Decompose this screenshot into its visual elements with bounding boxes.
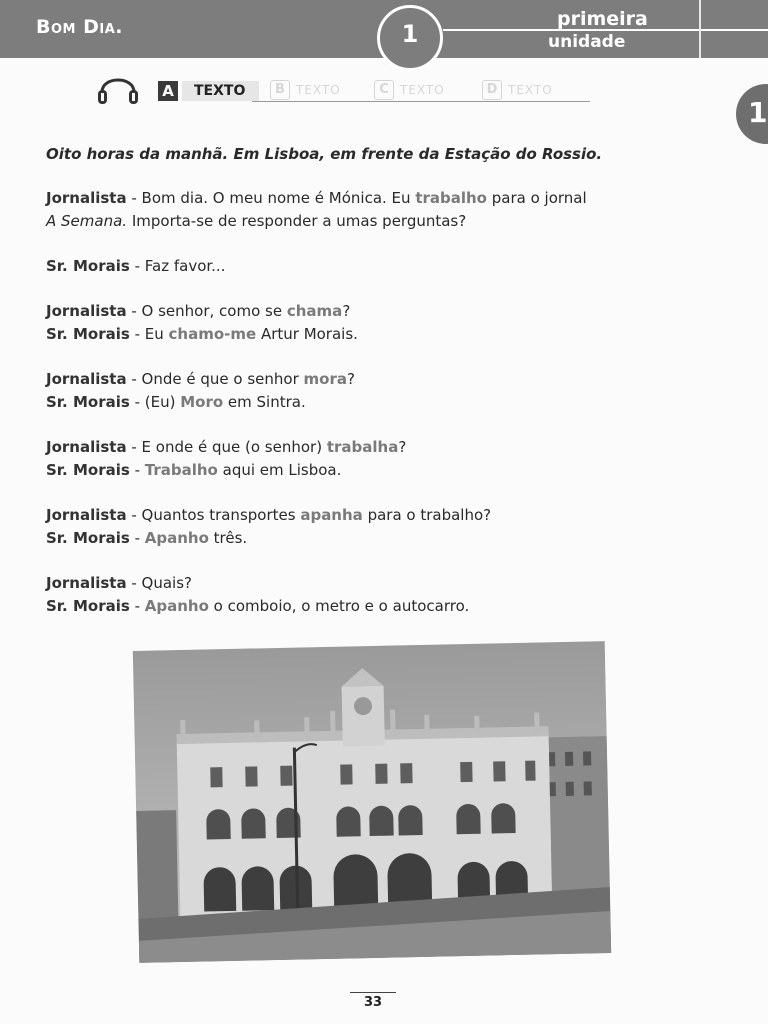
dialogue-line xyxy=(46,323,686,346)
line-text: - Quantos transportes xyxy=(126,506,301,524)
speaker: Sr. Morais xyxy=(46,597,130,615)
dialogue-line xyxy=(46,210,686,233)
line-text: o comboio, o metro e o autocarro. xyxy=(208,597,470,615)
tab-d-letter: D xyxy=(482,80,502,100)
highlighted-verb: trabalho xyxy=(415,189,487,207)
highlighted-verb: chama xyxy=(286,302,343,320)
tab-d-label: TEXTO xyxy=(508,83,553,97)
dialogue-line xyxy=(46,300,686,323)
line-text: - Quais? xyxy=(126,574,192,592)
highlighted-verb: apanha xyxy=(300,506,363,524)
speaker: Jornalista xyxy=(46,189,127,207)
dialogue-line xyxy=(46,527,686,550)
speaker: Jornalista xyxy=(46,506,127,524)
dialogue-line xyxy=(46,391,686,414)
dialogue-line xyxy=(46,368,686,391)
line-text: aqui em Lisboa. xyxy=(217,461,342,479)
unit-title: Bom Dia. xyxy=(36,16,123,38)
rossio-station-photo xyxy=(133,641,611,963)
section-tabs xyxy=(94,66,594,106)
speaker: Jornalista xyxy=(46,574,127,592)
speaker: Jornalista xyxy=(46,302,127,320)
dialogue-line xyxy=(46,595,686,618)
line-text: - xyxy=(129,461,145,479)
dialogue-line xyxy=(46,572,686,595)
line-text: Artur Morais. xyxy=(256,325,358,343)
line-text: ? xyxy=(398,438,407,456)
speaker: Jornalista xyxy=(46,370,127,388)
highlighted-verb: Apanho xyxy=(144,597,209,615)
line-text: - (Eu) xyxy=(129,393,181,411)
line-text: três. xyxy=(208,529,248,547)
highlighted-verb: Trabalho xyxy=(144,461,218,479)
tabs-underline xyxy=(252,101,590,102)
headphones-icon xyxy=(94,66,142,106)
speaker: Sr. Morais xyxy=(46,529,130,547)
newspaper-name: A Semana. xyxy=(46,212,128,230)
dialogue-line xyxy=(46,436,686,459)
line-text: ? xyxy=(346,370,355,388)
highlighted-verb: mora xyxy=(303,370,347,388)
tab-d-ghost xyxy=(482,80,553,100)
speaker: Sr. Morais xyxy=(46,257,130,275)
tab-b-label: TEXTO xyxy=(296,83,341,97)
line-text: - Faz favor... xyxy=(129,257,226,275)
scene-intro: Oito horas da manhã. Em Lisboa, em frente da Estação do Rossio. xyxy=(46,145,603,163)
highlighted-verb: Apanho xyxy=(144,529,209,547)
dialogue-line xyxy=(46,187,686,210)
line-text: em Sintra. xyxy=(223,393,306,411)
unit-word-label: unidade xyxy=(548,32,626,52)
line-text: - Onde é que o senhor xyxy=(126,370,304,388)
speaker: Sr. Morais xyxy=(46,393,130,411)
highlighted-verb: Moro xyxy=(180,393,224,411)
highlighted-verb: chamo-me xyxy=(168,325,257,343)
line-text: - xyxy=(129,597,145,615)
tab-c-ghost xyxy=(374,80,445,100)
chapter-side-tab-number: 1 xyxy=(748,96,768,129)
header-vertical-divider xyxy=(699,0,701,58)
line-text: - E onde é que (o senhor) xyxy=(126,438,327,456)
dialogue xyxy=(46,187,686,618)
speaker: Sr. Morais xyxy=(46,325,130,343)
line-text: - Bom dia. O meu nome é Mónica. Eu xyxy=(126,189,416,207)
line-text: para o trabalho? xyxy=(362,506,492,524)
dialogue-line xyxy=(46,459,686,482)
line-text: - O senhor, como se xyxy=(126,302,287,320)
tab-a-letter: A xyxy=(158,81,178,101)
dialogue-line xyxy=(46,255,686,278)
tab-a-label: TEXTO xyxy=(182,81,259,101)
chapter-side-tab xyxy=(736,84,768,144)
tab-b-letter: B xyxy=(270,80,290,100)
line-text: ? xyxy=(342,302,351,320)
station-building-image xyxy=(133,641,611,963)
dialogue-line xyxy=(46,504,686,527)
line-text: para o jornal xyxy=(487,189,587,207)
line-text: - Eu xyxy=(129,325,169,343)
unit-number: 1 xyxy=(401,20,419,48)
highlighted-verb: trabalha xyxy=(326,438,399,456)
unit-ordinal-label: primeira xyxy=(557,8,648,30)
speaker: Jornalista xyxy=(46,438,127,456)
tab-c-letter: C xyxy=(374,80,394,100)
tab-a-texto[interactable] xyxy=(158,80,259,102)
unit-number-badge xyxy=(377,5,443,71)
line-text: - xyxy=(129,529,145,547)
speaker: Sr. Morais xyxy=(46,461,130,479)
tab-c-label: TEXTO xyxy=(400,83,445,97)
line-text: Importa-se de responder a umas perguntas? xyxy=(127,212,467,230)
tab-b-ghost xyxy=(270,80,341,100)
page-number: 33 xyxy=(350,992,396,1010)
